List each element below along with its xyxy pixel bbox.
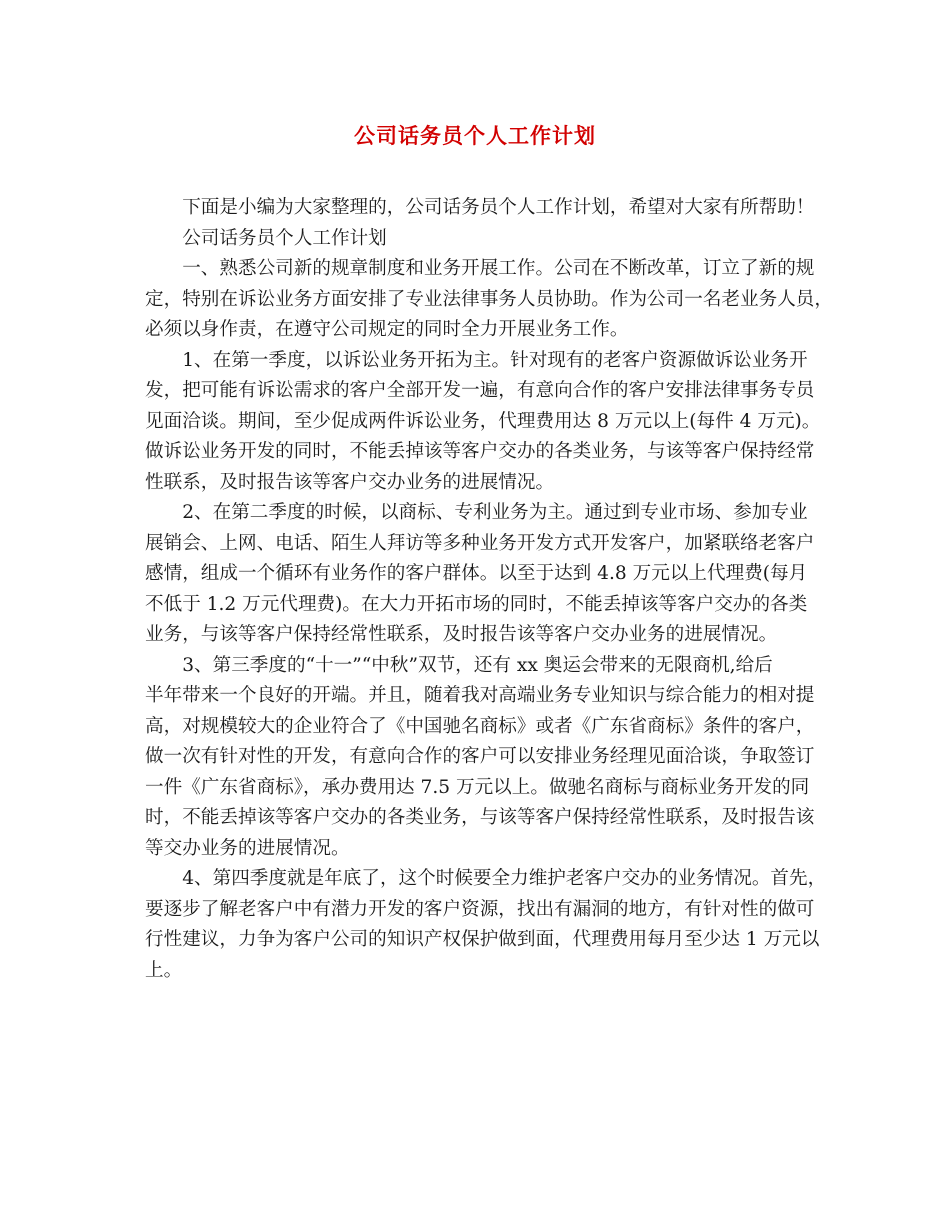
text-line: 公司话务员个人工作计划 [182, 227, 387, 249]
text-line: 行性建议，力争为客户公司的知识产权保护做到面，代理费用每月至少达 1 万元以 [145, 929, 820, 950]
document-title: 公司话务员个人工作计划 [354, 123, 596, 148]
quarter-three-paragraph [145, 651, 830, 865]
text-line: 等交办业务的进展情况。 [145, 837, 350, 859]
text-line: 做一次有针对性的开发，有意向合作的客户可以安排业务经理见面洽谈，争取签订 [145, 746, 815, 767]
text-line: 展销会、上网、电话、陌生人拜访等多种业务开发方式开发客户，加紧联络老客户 [145, 532, 815, 554]
text-line: 4、第四季度就是年底了，这个时候要全力维护老客户交办的业务情况。首先， [182, 868, 827, 889]
intro-paragraph [145, 193, 830, 224]
text-line: 感情，组成一个循环有业务作的客户群体。以至于达到 4.8 万元以上代理费(每月 [145, 563, 808, 584]
quarter-two-paragraph [145, 498, 830, 651]
text-line: 要逐步了解老客户中有潜力开发的客户资源，找出有漏洞的地方，有针对性的做可 [145, 898, 815, 920]
subtitle-paragraph [145, 224, 830, 255]
quarter-one-paragraph [145, 346, 830, 499]
text-line: 上。 [145, 959, 183, 981]
text-line: 发，把可能有诉讼需求的客户全部开发一遍，有意向合作的客户安排法律事务专员 [145, 380, 815, 401]
text-line: 1、在第一季度，以诉讼业务开拓为主。针对现有的老客户资源做诉讼业务开 [182, 349, 808, 371]
text-line: 下面是小编为大家整理的，公司话务员个人工作计划，希望对大家有所帮助！ [182, 197, 815, 218]
text-line: 3、第三季度的“十一”“中秋”双节，还有 xx 奥运会带来的无限商机,给后 [182, 654, 773, 676]
document-body [145, 193, 833, 986]
text-line: 不低于 1.2 万元代理费)。在大力开拓市场的同时，不能丢掉该等客户交办的各类 [145, 593, 808, 615]
section-one-paragraph [145, 254, 833, 346]
text-line: 半年带来一个良好的开端。并且，随着我对高端业务专业知识与综合能力的相对提 [145, 685, 815, 706]
text-line: 见面洽谈。期间，至少促成两件诉讼业务，代理费用达 8 万元以上(每件 4 万元)。 [145, 410, 821, 432]
text-line: 定，特别在诉讼业务方面安排了专业法律事务人员协助。作为公司一名老业务人员， [145, 288, 833, 310]
text-line: 做诉讼业务开发的同时，不能丢掉该等客户交办的各类业务，与该等客户保持经常 [145, 441, 815, 462]
text-line: 时，不能丢掉该等客户交办的各类业务，与该等客户保持经常性联系，及时报告该 [145, 807, 815, 828]
text-line: 性联系，及时报告该等客户交办业务的进展情况。 [145, 471, 555, 493]
text-line: 2、在第二季度的时候，以商标、专利业务为主。通过到专业市场、参加专业 [182, 502, 808, 523]
text-line: 一、熟悉公司新的规章制度和业务开展工作。公司在不断改革，订立了新的规 [182, 258, 815, 279]
text-line: 高，对规模较大的企业符合了《中国驰名商标》或者《广东省商标》条件的客户， [145, 715, 815, 737]
text-line: 必须以身作责，在遵守公司规定的同时全力开展业务工作。 [145, 319, 629, 340]
quarter-four-paragraph [145, 864, 830, 986]
text-line: 一件《广东省商标》，承办费用达 7.5 万元以上。做驰名商标与商标业务开发的同 [145, 776, 810, 798]
text-line: 业务，与该等客户保持经常性联系，及时报告该等客户交办业务的进展情况。 [145, 624, 778, 645]
